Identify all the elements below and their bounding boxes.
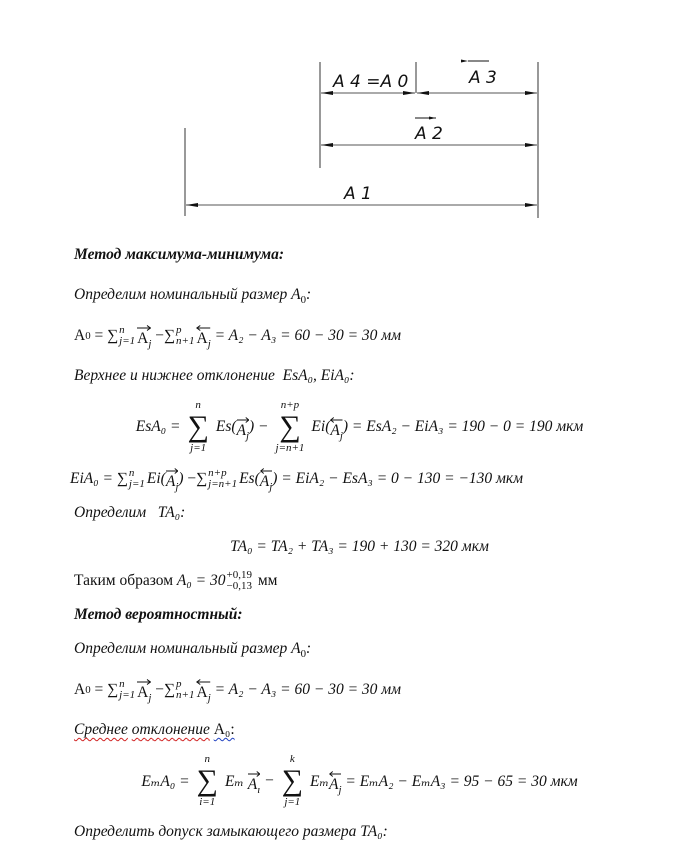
term-es: Es <box>215 418 232 435</box>
vector-increasing: $A_ı$ <box>248 770 260 793</box>
sum-operator <box>187 399 208 455</box>
term-em: Eₘ <box>310 772 329 790</box>
label-a2: A 2 <box>415 124 443 144</box>
result-line <box>74 570 277 592</box>
mean-deviation-formula: EₘA₀ = n ∑ i=1 Eₘ $A_ı$ − k ∑ j=1 Eₘ $A_j$ = EₘA₂ − EₘA₃ = 95 − 65 = 30 мкм <box>141 753 578 808</box>
sum-upper: p <box>176 323 182 336</box>
sum-operator <box>282 753 303 809</box>
sum-lower: j=1 <box>119 334 136 347</box>
formula-lhs: EsA₀ = <box>135 418 181 435</box>
es-formula: EsA₀ = n ∑ j=1 Es ( $A_j$ ) − n+p ∑ j=n+1 Ei ( $A_j$ ) = EsA₂ − EiA₃ = 190 − 0 = 190 мкм <box>135 399 584 454</box>
heading-max-min-method: Метод максимума-минимума: <box>74 246 285 263</box>
sum-lower: n+1 <box>176 334 195 347</box>
dimension-chain-diagram <box>0 0 675 232</box>
heading-probabilistic-method: Метод вероятностный: <box>74 606 243 623</box>
formula-lhs: EₘA₀ = <box>141 772 190 790</box>
nominal-intro-text: Определим номинальный размер A <box>74 640 301 657</box>
formula-rhs: = EiA₂ − EsA₃ = 0 − 130 = −130 мкм <box>281 469 524 487</box>
formula-rhs: = A₂ − A₃ = 60 − 30 = 30 мм <box>214 326 402 344</box>
sum-lower: j=1 <box>190 442 207 454</box>
tolerance-intro <box>74 502 645 524</box>
result-lhs: A₀ = 30 <box>176 572 226 589</box>
sum-upper: n <box>119 323 125 336</box>
deviation-intro-text: Верхнее и нижнее отклонение <box>74 367 275 384</box>
sum-lower: j=1 <box>119 688 136 701</box>
vector-decreasing: $A_j$ <box>330 416 342 439</box>
sum-lower: j=1 <box>284 796 301 808</box>
vector-decreasing: $A_j$ <box>329 770 341 793</box>
subscript: 0 <box>300 294 306 307</box>
tolerance-formula: TA₀ = TA₂ + TA₃ = 190 + 130 = 320 мкм <box>230 538 489 555</box>
sigma-symbol: ∑ <box>187 410 209 443</box>
formula-rhs: = EsA₂ − EiA₃ = 190 − 0 = 190 мкм <box>351 418 584 435</box>
tolerance-closing-text: Определить допуск замыкающего размера <box>74 823 357 840</box>
sum-upper: n <box>204 753 210 765</box>
sum-lower: j=n+1 <box>275 442 305 454</box>
result-unit: мм <box>257 572 278 589</box>
nominal-intro-text: Определим номинальный размер A <box>74 286 301 303</box>
lower-deviation: −0,13 <box>226 580 252 592</box>
upper-deviation: +0,19 <box>226 569 252 581</box>
term-ei: Ei <box>311 418 326 435</box>
deviation-terms: EsA₀, EiA₀: <box>282 367 355 384</box>
ei-formula: EiA₀ = ∑ n j=1 Ei ( $A_j$ ) −∑ n+p j=n+1 Es ( $A_j$ ) = EiA₂ − EsA₃ = 0 − 130 = −130 мкм <box>70 466 524 494</box>
tolerance-intro-text: Определим <box>74 504 147 521</box>
vector-decreasing: $A_j$ <box>196 324 210 347</box>
term-ei: Ei <box>146 469 161 487</box>
spellcheck-word[interactable]: Среднее <box>74 721 128 738</box>
deviation-intro <box>74 365 645 387</box>
sum-lower: j=n+1 <box>208 477 238 490</box>
sum-operator <box>276 399 305 455</box>
sum-upper: n <box>128 466 135 479</box>
sum-lower: i=1 <box>199 796 216 808</box>
sigma-symbol: ∑ <box>281 764 304 797</box>
sum-upper: n+p <box>280 399 300 411</box>
formula-lhs: A <box>74 326 86 344</box>
tolerance-closing-intro <box>74 821 645 843</box>
tolerance-term: TA₀: <box>360 823 388 840</box>
formula-lhs: EiA₀ = <box>70 469 113 487</box>
sum-upper: p <box>176 677 182 690</box>
vector-increasing: $A_j$ <box>137 324 151 347</box>
sigma-symbol: ∑ <box>279 410 301 443</box>
tolerance-term: TA₀: <box>157 504 186 521</box>
vector-decreasing: $A_j$ <box>196 678 210 701</box>
mean-deviation-intro <box>74 719 645 741</box>
vector-increasing: $A_j$ <box>166 467 178 490</box>
nominal-formula-2: A 0 = ∑ n j=1 $A_j$ −∑ p n+1 $A_j$ = A₂ − A₃ = 60 − 30 = 30 мм <box>74 677 402 705</box>
sum-upper: k <box>289 753 295 765</box>
label-a1: A 1 <box>344 184 372 204</box>
sum-lower: n+1 <box>176 688 195 701</box>
formula-rhs: = EₘA₂ − EₘA₃ = 95 − 65 = 30 мкм <box>345 772 578 790</box>
spellcheck-word[interactable]: отклонение <box>131 721 210 738</box>
mean-deviation-term: A₀: <box>213 721 235 738</box>
vector-increasing: $A_j$ <box>237 416 249 439</box>
vector-decreasing: $A_j$ <box>260 467 272 490</box>
sum-upper: n <box>119 677 125 690</box>
sum-operator <box>197 753 218 809</box>
term-es: Es <box>239 469 255 487</box>
nominal-formula-1: A 0 = ∑ n j=1 $A_j$ −∑ p n+1 $A_j$ = A₂ − A₃ = 60 − 30 = 30 мм <box>74 323 402 351</box>
nominal-intro-1: Определим номинальный размер $A_0$: <box>74 286 312 307</box>
formula-rhs: = A₂ − A₃ = 60 − 30 = 30 мм <box>214 680 402 698</box>
nominal-intro-2: Определим номинальный размер $A_0$: <box>74 640 312 661</box>
result-intro: Таким образом <box>74 572 174 589</box>
label-a4-a0: A 4 =A 0 <box>333 72 409 92</box>
subscript: 0 <box>300 648 306 661</box>
sigma-symbol: ∑ <box>196 764 218 797</box>
vector-increasing: $A_j$ <box>137 678 151 701</box>
label-a3: A 3 <box>469 68 497 88</box>
sum-lower: j=1 <box>128 477 145 490</box>
sum-upper: n <box>195 399 201 411</box>
term-em: Eₘ <box>224 772 244 790</box>
formula-lhs: A <box>74 680 86 698</box>
sum-upper: n+p <box>208 466 227 479</box>
